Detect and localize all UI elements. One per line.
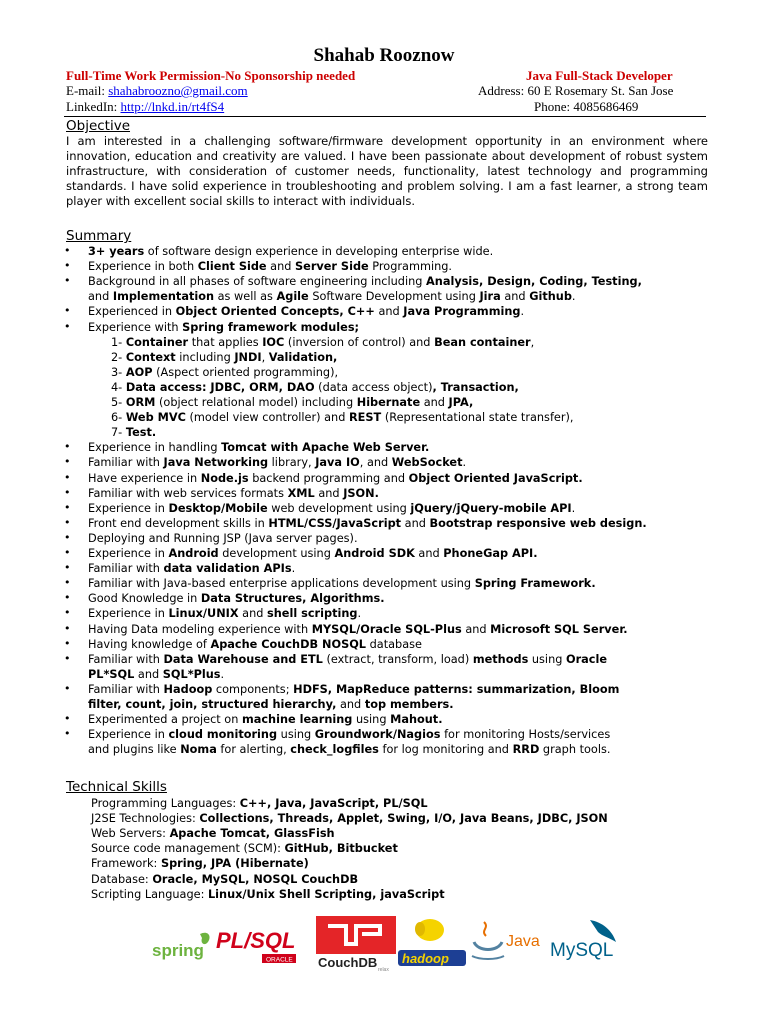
body-text: Good Knowledge in [88,592,201,606]
body-text: Familiar with [88,456,164,470]
body-text: (object relational model) including [155,396,357,409]
bullet-icon: • [64,727,71,741]
skill-row [91,856,309,871]
body-text: and [500,290,530,304]
emphasis-text: Jira [479,290,501,304]
emphasis-text: Java Networking [163,456,269,470]
emphasis-text: Noma [180,743,217,757]
skill-value: Collections, Threads, Applet, Swing, I/O, Java Beans, JDBC, JSON [199,812,608,826]
body-text: . [220,667,225,681]
summary-item [88,742,610,757]
summary-item [88,606,361,621]
emphasis-text: Linux/UNIX [168,607,239,621]
skill-label: Source code management (SCM): [91,842,285,856]
emphasis-text: IOC [262,335,285,349]
body-text: . [520,305,525,319]
body-text: Familiar with Java-based enterprise applications development using [88,577,475,591]
emphasis-text: Java Programming [403,305,521,319]
summary-item [88,531,358,546]
body-text: Experienced in [88,305,176,319]
emphasis-text: Java IO [315,456,360,470]
skill-label: Programming Languages: [91,797,240,810]
body-text: 5- [111,396,126,409]
bullet-icon: • [64,606,71,620]
body-text: components; [212,682,294,696]
summary-item [88,712,443,727]
skill-row [91,826,335,841]
emphasis-text: Github [529,290,572,304]
summary-item [88,576,596,591]
body-text: graph tools. [539,743,611,757]
emphasis-text: Mahout. [390,713,443,727]
bullet-icon: • [64,530,71,544]
body-text: Background in all phases of software engineering including [88,275,427,289]
body-text: Have experience in [88,471,201,485]
spring-module-item [111,425,156,440]
emphasis-text: Test. [125,426,157,440]
body-text: and [336,698,365,711]
emphasis-text: SQL*Plus [162,667,221,681]
emphasis-text: Container [125,335,189,349]
body-text: database [366,637,422,651]
body-text: Familiar with [88,652,164,666]
body-text: . [291,562,296,576]
skill-row [91,811,608,826]
body-text: Software Development using [308,290,480,304]
summary-item [88,274,642,289]
skill-value: C++, Java, JavaScript, PL/SQL [239,797,428,810]
emphasis-text: Android [168,547,219,560]
email-line [66,83,248,99]
emphasis-text: Microsoft SQL Server. [490,622,628,636]
skill-value: GitHub, Bitbucket [284,842,398,856]
emphasis-text: Server Side [295,260,369,274]
emphasis-text: Hadoop [163,682,213,696]
body-text: and [266,260,296,274]
skill-value: Linux/Unix Shell Scripting, javaScript [207,887,445,901]
summary-item [88,471,583,486]
body-text: for monitoring Hosts/services [440,728,611,742]
emphasis-text: methods [472,652,529,666]
body-text: , [530,335,535,349]
emphasis-text: filter, count, join, structured hierarchy, [88,698,337,711]
couchdb-logo-text: CouchDB [318,955,378,970]
emphasis-text: JSON. [343,486,379,500]
summary-item [88,561,295,576]
bullet-icon: • [64,546,71,559]
emphasis-text: Analysis, Design, Coding, Testing, [426,275,642,289]
summary-item [88,304,524,319]
linkedin-label: LinkedIn: [66,99,121,114]
summary-item [88,667,224,682]
mysql-dolphin-icon [590,920,616,942]
body-text: backend programming and [248,471,409,485]
body-text: including [175,350,235,364]
body-text: Familiar with [88,682,164,696]
java-saucer-icon [472,956,504,959]
emphasis-text: Object Oriented JavaScript. [408,471,583,485]
summary-item [88,244,493,259]
body-text: 6- [111,411,126,425]
bullet-icon: • [64,712,71,726]
mysql-logo [550,920,616,961]
emphasis-text: data validation APIs [163,562,292,576]
body-text: . [462,456,467,470]
emphasis-text: Implementation [112,290,215,304]
bullet-icon: • [64,455,71,469]
email-label: E-mail: [66,83,109,98]
emphasis-text: JNDI [234,350,262,364]
hadoop-ear-icon [415,922,425,936]
emphasis-text: PL*SQL [88,667,135,681]
summary-item [88,546,538,561]
emphasis-text: cloud monitoring [168,728,278,742]
emphasis-text: 3+ years [88,245,145,258]
technical-skills-heading: Technical Skills [66,779,167,795]
body-text: 1- [111,335,126,349]
emphasis-text: Node.js [200,471,249,485]
skill-row [91,887,445,902]
body-text: and plugins like [88,743,181,757]
java-logo [472,922,540,959]
body-text: (Aspect oriented programming), [152,365,339,379]
bullet-icon: • [64,591,71,605]
emphasis-text: Client Side [197,260,267,274]
spring-module-item [111,335,534,350]
emphasis-text: REST [348,411,382,425]
email-link[interactable]: shahabroozno@gmail.com [108,83,248,98]
mysql-logo-text: MySQL [550,940,614,961]
body-text: Front end development skills in [88,516,269,530]
body-text: and [88,290,113,304]
emphasis-text: Web MVC [125,411,186,425]
summary-item [88,486,379,501]
body-text: of software design experience in developing enterprise wide. [144,245,494,258]
skill-value: Spring, JPA (Hibernate) [160,857,309,871]
body-text: . [571,290,576,304]
skill-label: Scripting Language: [91,887,208,901]
linkedin-link[interactable]: http://lnkd.in/rt4fS4 [120,99,225,114]
phone: Phone: 4085686469 [534,99,639,114]
skill-value: Oracle, MySQL, NOSQL CouchDB [152,872,359,886]
body-text: Programming. [368,260,453,274]
body-text: as well as [214,290,277,304]
emphasis-text: Desktop/Mobile [168,501,268,515]
bullet-icon: • [64,621,71,635]
body-text: for log monitoring and [378,743,513,757]
logos-svg [150,912,630,972]
emphasis-text: Hibernate [356,396,421,409]
emphasis-text: Spring framework modules; [182,320,360,334]
body-text: and [134,667,163,681]
summary-item [88,637,422,652]
emphasis-text: check_logfiles [290,743,379,757]
summary-item [88,622,628,637]
body-text: web development using [267,501,411,515]
hadoop-logo-text: hadoop [402,951,449,966]
body-text: and [414,547,444,560]
body-text: and [420,396,449,409]
address: Address: 60 E Rosemary St. San Jose [478,83,674,98]
body-text: Deploying and Running JSP (Java server pages). [88,531,358,545]
emphasis-text: top members. [364,698,454,711]
body-text: Experience in handling [88,441,222,455]
emphasis-text: PhoneGap API. [443,547,538,560]
bullet-icon: • [64,576,71,590]
emphasis-text: HDFS, MapReduce patterns: summarization, Bloom [293,682,620,696]
bullet-icon: • [64,319,71,333]
bullet-icon: • [64,500,71,514]
bullet-icon: • [64,681,71,695]
body-text: 3- [111,365,126,379]
body-text: and [374,305,404,319]
body-text: and [314,486,344,500]
emphasis-text: jQuery/jQuery-mobile API [410,501,572,515]
body-text: Experimented a project on [88,713,242,727]
emphasis-text: Android SDK [334,547,415,560]
body-text: 4- [111,380,126,394]
body-text: . [357,607,362,621]
body-text: Having knowledge of [88,637,211,651]
emphasis-text: Data Structures, Algorithms. [200,592,385,606]
emphasis-text: , Transaction, [432,380,519,394]
emphasis-text: MYSQL/Oracle SQL-Plus [311,622,462,636]
summary-item [88,652,607,667]
emphasis-text: Apache CouchDB NOSQL [210,637,367,651]
oracle-logo-text: ORACLE [266,956,293,964]
body-text: (extract, transform, load) [322,652,473,666]
skill-label: Framework: [91,857,161,871]
bullet-icon: • [64,440,71,454]
body-text: and [238,607,268,621]
spring-module-item [111,380,519,395]
couchdb-relax-text: relax [378,967,389,972]
body-text: for alerting, [216,743,291,757]
bullet-icon: • [64,636,71,650]
emphasis-text: Groundwork/Nagios [314,728,441,742]
couchdb-logo [316,916,396,972]
summary-item [88,501,575,516]
skill-row [91,841,398,856]
body-text: Familiar with [88,562,164,576]
emphasis-text: Bootstrap responsive web design. [429,516,647,530]
spring-logo [152,933,210,960]
body-text: Experience in [88,607,169,621]
spring-logo-text: spring [152,941,204,960]
emphasis-text: Data Warehouse and ETL [163,652,323,666]
bullet-icon: • [64,651,71,665]
summary-item [88,682,619,697]
bullet-icon: • [64,244,71,257]
body-text: using [528,652,566,666]
summary-item [88,259,452,274]
bullet-icon: • [64,304,71,318]
summary-item [88,727,610,742]
objective-heading: Objective [66,118,131,134]
skill-row [91,796,428,811]
emphasis-text: machine learning [241,713,353,727]
bullet-icon: • [64,274,71,288]
bullet-icon: • [64,485,71,499]
body-text: 2- [111,350,126,364]
emphasis-text: AOP [125,365,153,379]
emphasis-text: JPA, [448,396,474,409]
emphasis-text: ORM [125,396,156,409]
emphasis-text: Data access: JDBC, ORM, DAO [125,380,315,394]
body-text: . [571,501,576,515]
emphasis-text: Validation, [268,350,338,364]
body-text: , [261,350,269,364]
spring-module-item [111,365,338,380]
emphasis-text: RRD [512,743,540,757]
summary-item [88,697,454,712]
body-text: (inversion of control) and [284,335,435,349]
body-text: (model view controller) and [185,411,349,425]
emphasis-text: Bean container [434,335,531,349]
header-divider [64,116,706,117]
body-text: Familiar with web services formats [88,486,288,500]
emphasis-text: Spring Framework. [474,577,596,591]
body-text: (Representational state transfer), [381,411,574,425]
body-text: library, [268,456,316,470]
emphasis-text: shell scripting [267,607,358,621]
emphasis-text: Object Oriented Concepts, C++ [175,305,375,319]
plsql-logo-text: PL/SQL [216,928,296,953]
emphasis-text: Oracle [566,652,608,666]
summary-item [88,320,359,335]
body-text: Experience with [88,320,183,334]
summary-item [88,289,576,304]
linkedin-line [66,99,224,115]
java-cup-icon [474,942,502,950]
bullet-icon: • [64,259,71,273]
spring-module-item [111,350,337,365]
body-text: (data access object) [314,380,433,394]
bullet-icon: • [64,470,71,484]
emphasis-text: WebSocket [391,456,463,470]
skill-value: Apache Tomcat, GlassFish [169,827,335,841]
java-logo-text: Java [506,933,540,950]
bullet-icon: • [64,561,71,575]
emphasis-text: HTML/CSS/JavaScript [268,516,402,530]
body-text: , and [359,456,392,470]
body-text: and [461,622,491,636]
spring-module-item [111,410,574,425]
body-text: Having Data modeling experience with [88,622,312,636]
plsql-logo [216,928,296,964]
bullet-icon: • [64,515,71,529]
work-permission: Full-Time Work Permission-No Sponsorship needed [66,68,356,83]
summary-item [88,440,429,455]
body-text: using [277,728,315,742]
job-title: Java Full-Stack Developer [526,68,673,83]
skill-row [91,872,358,887]
emphasis-text: Agile [276,290,309,304]
technology-logos [150,912,630,972]
emphasis-text: Context [125,350,176,364]
body-text: Experience in both [88,260,198,274]
emphasis-text: Tomcat with Apache Web Server. [221,441,430,455]
body-text: and [401,516,430,530]
summary-heading: Summary [66,228,132,244]
skill-label: J2SE Technologies: [91,812,200,826]
body-text: using [352,713,391,727]
candidate-name: Shahab Rooznow [313,45,455,66]
body-text: 7- [111,426,126,440]
java-steam-icon [484,922,486,936]
skill-label: Web Servers: [91,827,170,841]
body-text: development using [218,547,335,560]
body-text: Experience in [88,501,169,515]
emphasis-text: XML [287,486,315,500]
body-text: that applies [188,335,263,349]
body-text: Experience in [88,547,169,560]
summary-item [88,455,466,470]
spring-module-item [111,395,473,410]
body-text: Experience in [88,728,169,742]
objective-text: I am interested in a challenging software/firmware development opportunity in an environment where innovation, education and creativity are valued. I have been passionate about development of robust system infrastructure, with consideration of customer needs, functionality, latest technology and programming standards. I have solid experience in troubleshooting and problem solving. I am a fast learner, a strong team player with excellent social skills to interact with individuals. [66,134,708,209]
hadoop-logo [398,919,466,966]
summary-item [88,591,385,606]
summary-item [88,516,647,531]
skill-label: Database: [91,872,153,886]
